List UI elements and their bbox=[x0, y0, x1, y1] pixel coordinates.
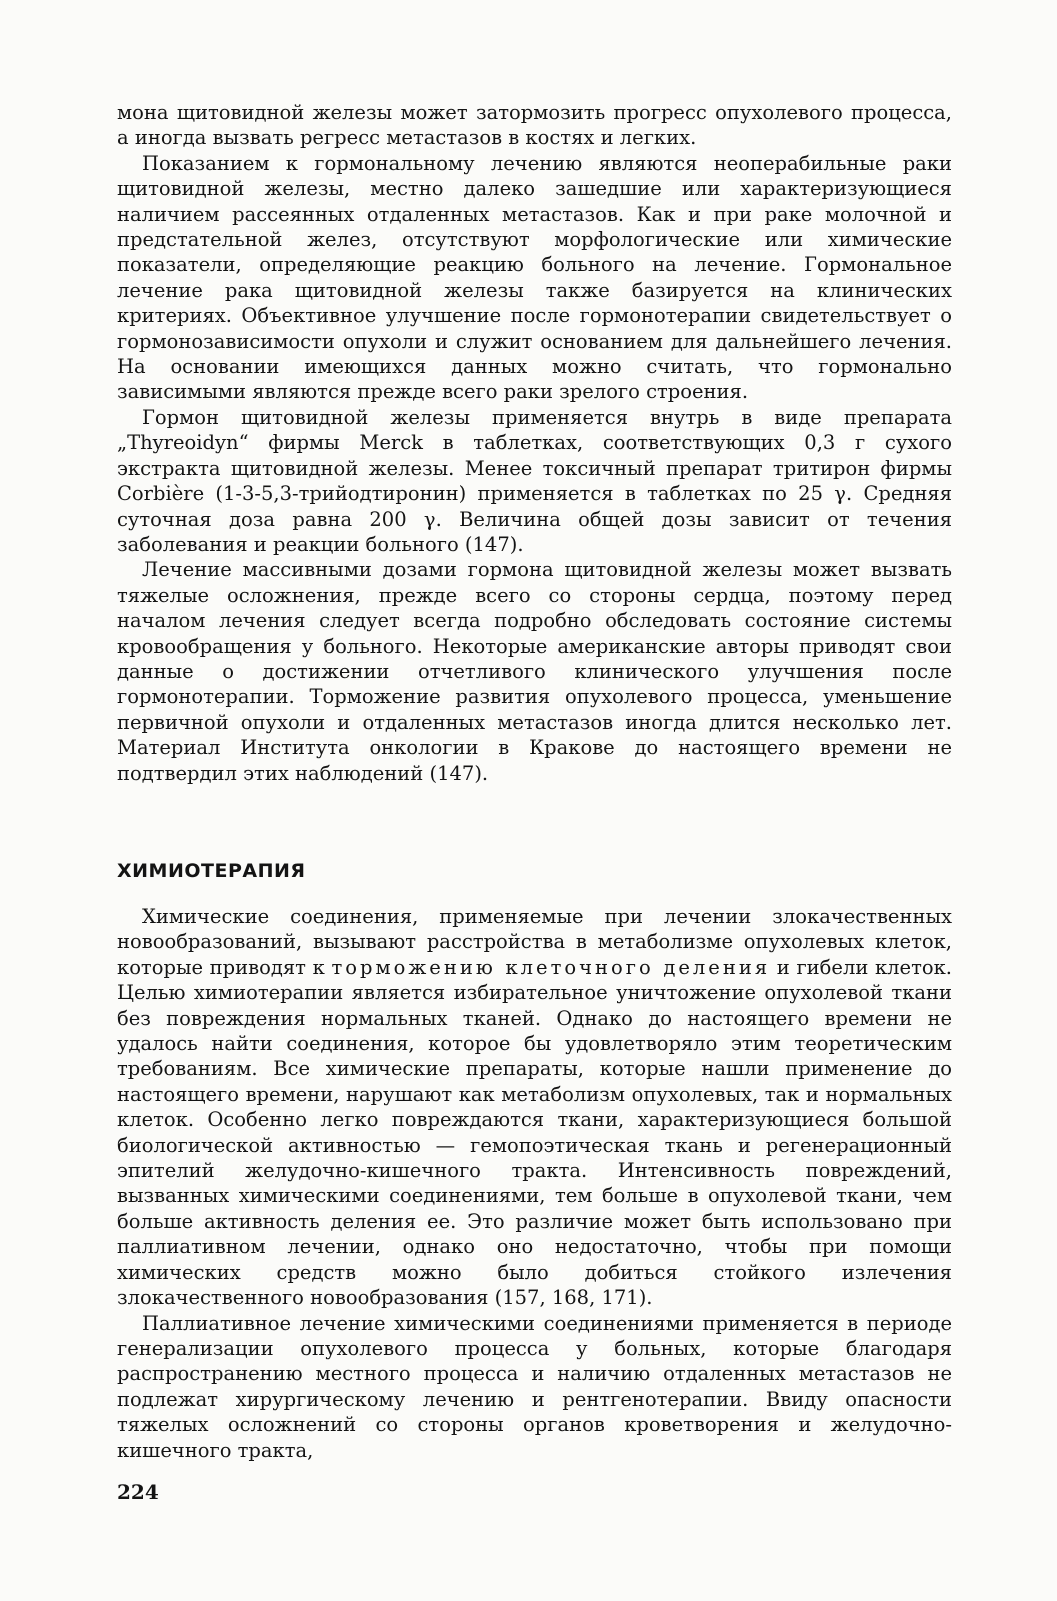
page-number: 224 bbox=[117, 1480, 159, 1504]
paragraph-indications: Показанием к гормональному лечению являются неоперабильные раки щитовидной железы, местно далеко зашедшие или характеризующиеся наличием рассеянных отдаленных метастазов. Как и при раке молочной и предстательной желез, отсутствуют морфологические или химические показатели, определяющие реакцию больного на лечение. Гормональное лечение рака щитовидной железы также базируется на клинических критериях. Объективное улучшение после гормонотерапии свидетельствует о гормонозависимости опухоли и служит основанием для дальнейшего лечения. На основании имеющихся данных можно считать, что гормонально зависимыми являются прежде всего раки зрелого строения. bbox=[117, 151, 952, 404]
paragraph-thyroid-hormone: Гормон щитовидной железы применяется внутрь в виде препарата „Thyreoidyn“ фирмы Merck в таблетках, соответствующих 0,3 г сухого экстракта щитовидной железы. Менее токсичный препарат тритирон фирмы Corbière (1-3-5,3-трийодтиронин) применяется в таблетках по 25 γ. Средняя суточная доза равна 200 γ. Величина общей дозы зависит от течения заболевания и реакции больного (147). bbox=[117, 405, 952, 556]
emphasized-phrase: торможению клеточного деления bbox=[331, 955, 771, 979]
section-heading: ХИМИОТЕРАПИЯ bbox=[117, 860, 306, 882]
section-chemotherapy bbox=[117, 904, 952, 1463]
paragraph-palliative: Паллиативное лечение химическими соединениями применяется в периоде генерализации опухолевого процесса у больных, которые благодаря распространению местного процесса и наличию отдаленных метастазов не подлежат хирургическому лечению и рентгенотерапии. Ввиду опасности тяжелых осложнений со стороны органов кроветворения и желудочно-кишечного тракта, bbox=[117, 1311, 952, 1462]
paragraph-complications: Лечение массивными дозами гормона щитовидной железы может вызвать тяжелые осложнения, прежде всего со стороны сердца, поэтому перед началом лечения следует всегда подробно обследовать состояние системы кровообращения у больного. Некоторые американские авторы приводят свои данные о достижении отчетливого клинического улучшения после гормонотерапии. Торможение развития опухолевого процесса, уменьшение первичной опухоли и отдаленных метастазов иногда длится несколько лет. Материал Института онкологии в Кракове до настоящего времени не подтвердил этих наблюдений (147). bbox=[117, 558, 952, 785]
paragraph-chemo-intro bbox=[117, 904, 952, 1311]
section-hormone-therapy bbox=[117, 100, 952, 786]
paragraph-chemo-intro-start: Химические соединения, применяемые при лечении злокачественных новообразований, вызывают расстройства в метаболизме опухолевых клеток, которые приводят к bbox=[117, 905, 952, 979]
paragraph-chemo-intro-end: и гибели клеток. Целью химиотерапии является избирательное уничтожение опухолевой ткани без повреждения нормальных тканей. Однако до настоящего времени не удалось найти соединения, которое бы удовлетворяло этим теоретическим требованиям. Все химические препараты, которые нашли применение до настоящего времени, нарушают как метаболизм опухолевых, так и нормальных клеток. Особенно легко повреждаются ткани, характеризующиеся большой биологической активностью — гемопоэтическая ткань и регенерационный эпителий желудочно-кишечного тракта. Интенсивность повреждений, вызванных химическими соединениями, тем больше в опухолевой ткани, чем больше активность деления ее. Это различие может быть использовано при паллиативном лечении, однако оно недостаточно, чтобы при помощи химических средств можно было добиться стойкого излечения злокачественного новообразования (157, 168, 171). bbox=[117, 955, 953, 1310]
paragraph-continuation: мона щитовидной железы может затормозить прогресс опухолевого процесса, а иногда вызвать регресс метастазов в костях и легких. bbox=[117, 101, 952, 150]
